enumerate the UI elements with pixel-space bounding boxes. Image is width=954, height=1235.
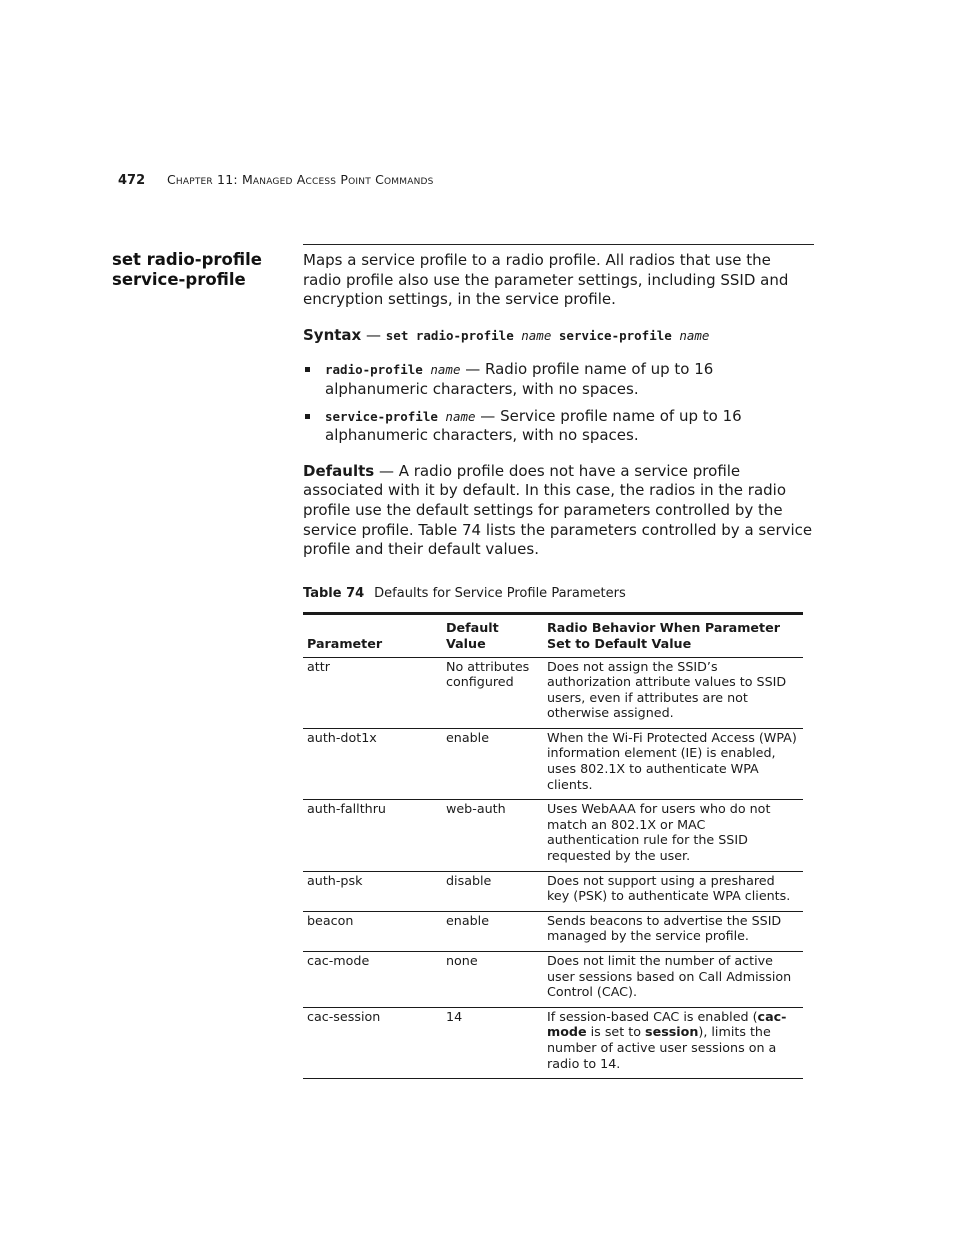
cell-default: none [442, 952, 543, 1008]
syntax-label: Syntax [303, 325, 362, 344]
table-row [303, 871, 803, 911]
cell-behavior: Does not limit the number of active user sessions based on Call Admission Control (CAC). [543, 952, 803, 1008]
cell-default: disable [442, 871, 543, 911]
param-arg: name [430, 362, 461, 378]
cell-parameter: auth-psk [303, 871, 442, 911]
bullet-icon [305, 414, 310, 419]
cell-parameter: cac-mode [303, 952, 442, 1008]
cell-behavior: Does not assign the SSID’s authorization attribute values to SSID users, even if attributes are not otherwise assigned. [543, 657, 803, 728]
parameter-item [303, 407, 813, 446]
cell-parameter: cac-session [307, 1008, 381, 1024]
defaults-label: Defaults [303, 461, 375, 480]
chapter-title: Chapter 11: Managed Access Point Commands [166, 172, 434, 187]
syntax-arg: name [679, 327, 710, 343]
syntax-keyword: set radio-profile [385, 327, 514, 343]
defaults-table [303, 612, 803, 1079]
param-syntax [325, 409, 476, 424]
table-caption-label: Table 74 [303, 585, 365, 601]
table-row [303, 728, 803, 799]
table-row [303, 657, 803, 728]
syntax-line [303, 326, 813, 346]
table-header-row [303, 614, 803, 657]
behavior-keyword: cac-mode [547, 1008, 787, 1040]
param-arg: name [445, 408, 476, 424]
table-row [303, 952, 803, 1008]
table-caption [303, 584, 813, 604]
defaults-text: — A radio profile does not have a service profile associated with it by default. In this case, the radios in the radio profile use the default settings for parameters controlled by the service profile. Table 74 lists the parameters controlled by a service profile and their default values. [303, 461, 813, 559]
syntax-dash: — [361, 325, 386, 344]
running-head [118, 172, 434, 188]
param-keyword: service-profile [325, 408, 438, 424]
syntax-command [386, 328, 710, 343]
behavior-text: is set to [586, 1024, 646, 1040]
page-number: 472 [118, 173, 146, 188]
defaults-paragraph [303, 462, 813, 560]
param-description: — Radio profile name of up to 16 alphanumeric characters, with no spaces. [325, 360, 714, 398]
cell-default: web-auth [442, 800, 543, 871]
cell-parameter: auth-dot1x [303, 728, 442, 799]
cell-behavior: Sends beacons to advertise the SSID managed by the service profile. [543, 911, 803, 951]
parameter-item [303, 360, 813, 399]
cell-default: enable [442, 728, 543, 799]
behavior-text: If session-based CAC is enabled ( [547, 1008, 758, 1024]
cell-default: enable [442, 911, 543, 951]
cell-behavior: Does not support using a preshared key (PSK) to authenticate WPA clients. [543, 871, 803, 911]
cell-behavior: Uses WebAAA for users who do not match an 802.1X or MAC authentication rule for the SSID requested by the user. [543, 800, 803, 871]
section-rule [303, 244, 814, 245]
col-header-parameter: Parameter [303, 614, 442, 657]
table-row [303, 1007, 803, 1078]
cell-parameter: attr [303, 657, 442, 728]
bullet-icon [305, 367, 310, 372]
behavior-keyword: session [645, 1024, 699, 1040]
command-title: set radio-profile service-profile [112, 250, 262, 289]
cell-default: No attributes configured [442, 657, 543, 728]
syntax-keyword: service-profile [558, 327, 672, 343]
command-body [303, 251, 813, 1079]
cell-parameter: beacon [303, 911, 442, 951]
table-row [303, 911, 803, 951]
cell-parameter: auth-fallthru [303, 800, 442, 871]
param-keyword: radio-profile [325, 362, 423, 378]
table-caption-text: Defaults for Service Profile Parameters [374, 585, 626, 601]
param-description: — Service profile name of up to 16 alphanumeric characters, with no spaces. [325, 406, 742, 445]
cell-default: 14 [446, 1008, 463, 1024]
parameter-list [303, 360, 813, 445]
col-header-default-value: Default Value [442, 614, 543, 657]
behavior-text: ), limits the number of active user sessions on a radio to 14. [547, 1024, 777, 1071]
cell-behavior [543, 1007, 803, 1078]
col-header-radio-behavior: Radio Behavior When Parameter Set to Default Value [543, 614, 803, 657]
param-syntax [325, 362, 460, 377]
command-description: Maps a service profile to a radio profile. All radios that use the radio profile also use the parameter settings, including SSID and encryption settings, in the service profile. [303, 251, 789, 309]
syntax-arg: name [521, 327, 552, 343]
cell-behavior: When the Wi-Fi Protected Access (WPA) information element (IE) is enabled, uses 802.1X to authenticate WPA clients. [543, 728, 803, 799]
table-row [303, 800, 803, 871]
